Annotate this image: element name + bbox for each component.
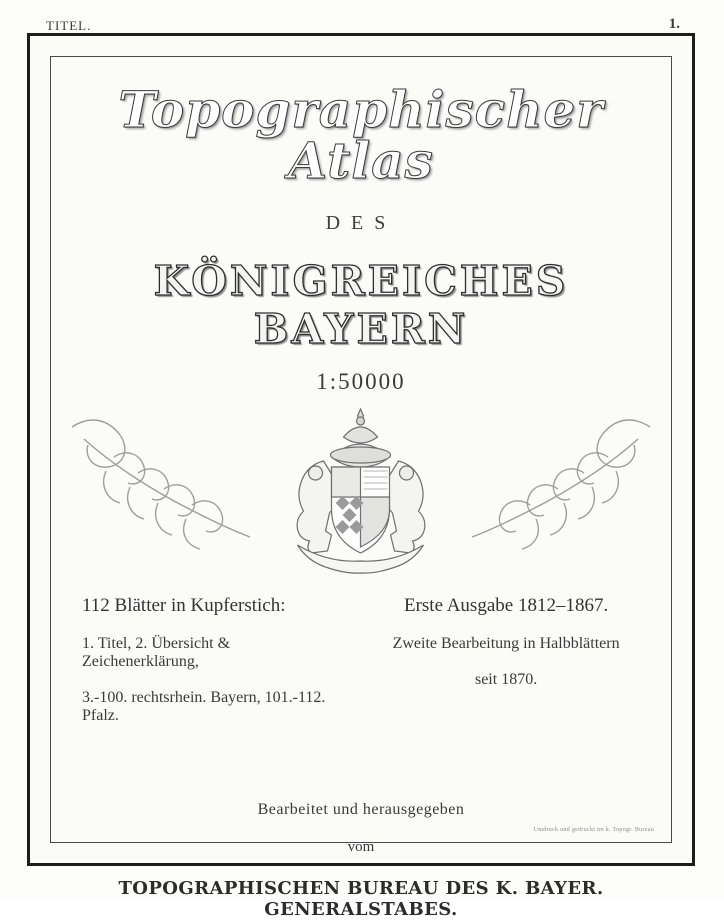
laurel-branch-right-icon	[468, 409, 658, 559]
title-plate-frame	[27, 33, 695, 920]
sheet-count: 112 Blätter in Kupferstich:	[82, 595, 286, 616]
page-margin-left-label: TITEL.	[46, 18, 92, 33]
page-number: 1.	[668, 16, 680, 32]
bavarian-coat-of-arms-icon	[254, 403, 469, 588]
second-edition-since: seit 1870.	[474, 671, 538, 688]
sheet-breakdown-2: 3.-100. rechtsrhein. Bayern, 101.-112. Pfalz.	[82, 689, 326, 724]
map-scale: 1:50000	[316, 369, 406, 394]
facts-columns	[56, 595, 666, 743]
facts-column-right	[372, 595, 640, 707]
sheet-breakdown-1: 1. Titel, 2. Übersicht & Zeichenerklärung,	[82, 635, 231, 670]
des-word: DES	[325, 212, 397, 234]
imprint-block	[56, 801, 666, 920]
imprint-line-1: Bearbeitet und herausgegeben	[257, 801, 465, 818]
emblem-band	[56, 401, 666, 591]
title-plate-content	[30, 36, 692, 920]
engraver-note: Umdruck und gedruckt im k. Topogr. Bureau	[533, 827, 654, 833]
first-edition-years: Erste Ausgabe 1812–1867.	[403, 595, 609, 616]
laurel-branch-left-icon	[64, 409, 254, 559]
publisher-name: TOPOGRAPHISCHEN BUREAU DES K. BAYER. GENERALSTABES.	[118, 878, 604, 920]
imprint-line-2: vom	[347, 839, 375, 855]
facts-column-left	[82, 595, 350, 743]
kingdom-title: KÖNIGREICHES BAYERN	[153, 257, 569, 353]
atlas-headline: Topographischer Atlas	[118, 80, 604, 190]
second-edition-note: Zweite Bearbeitung in Halbblättern	[392, 635, 620, 652]
